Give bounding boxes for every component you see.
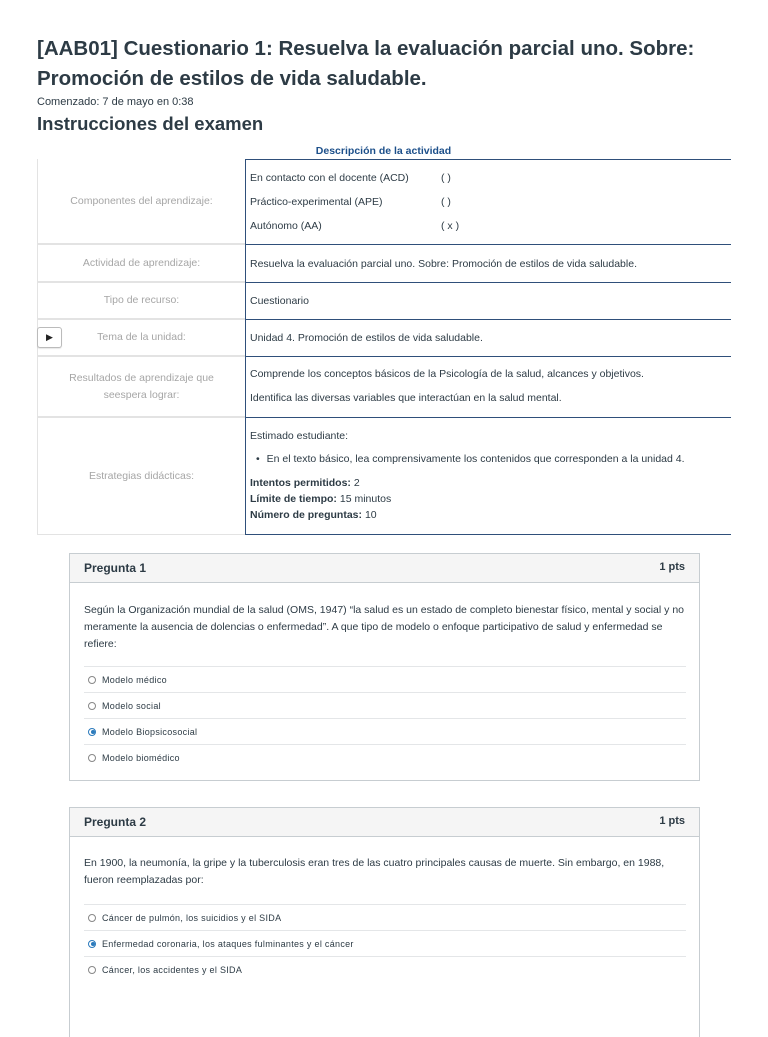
answer-list: [84, 666, 686, 770]
strategies-value: [245, 417, 731, 535]
components-label: Componentes del aprendizaje:: [37, 159, 245, 244]
bullet-dot: •: [256, 453, 260, 465]
radio-button[interactable]: [88, 702, 96, 710]
resource-row: [37, 282, 731, 319]
answer-option-selected[interactable]: [84, 930, 686, 956]
question-card-2: [69, 807, 700, 1037]
activity-value: Resuelva la evaluación parcial uno. Sobre: Promoción de estilos de vida saludable.: [245, 244, 731, 282]
answer-label: Cáncer de pulmón, los suicidios y el SIDA: [102, 912, 282, 923]
radio-button[interactable]: [88, 966, 96, 974]
component-acd: En contacto con el docente (ACD): [250, 172, 409, 184]
answer-option[interactable]: [84, 904, 686, 930]
component-aa-mark: ( x ): [441, 220, 460, 232]
time-limit-value: 15 minutos: [339, 493, 392, 505]
component-aa: Autónomo (AA): [250, 220, 322, 232]
unit-row: [37, 319, 731, 356]
answer-option[interactable]: [84, 666, 686, 692]
activity-label: Actividad de aprendizaje:: [37, 244, 245, 282]
answer-option[interactable]: [84, 956, 686, 982]
unit-label: Tema de la unidad:: [37, 319, 245, 356]
question-header: [70, 808, 699, 837]
unit-value: Unidad 4. Promoción de estilos de vida saludable.: [245, 319, 731, 356]
question-count-label: Número de preguntas:: [250, 509, 363, 521]
component-acd-mark: ( ): [441, 172, 451, 184]
instructions-heading: Instrucciones del examen: [37, 113, 264, 134]
radio-button-selected[interactable]: [88, 728, 96, 736]
time-limit-line: [250, 493, 391, 505]
attempts-label: Intentos permitidos:: [250, 477, 351, 489]
activity-description-title: Descripción de la actividad: [315, 145, 452, 157]
answer-label: Modelo social: [102, 700, 161, 711]
play-button[interactable]: [37, 327, 62, 348]
results-label: Resultados de aprendizaje que seespera lograr:: [37, 356, 245, 417]
question-text: En 1900, la neumonía, la gripe y la tuberculosis eran tres de las cuatro principales causas de muerte. Sin embargo, en 1988, fueron reemplazadas por:: [84, 857, 665, 886]
results-value: [245, 356, 731, 417]
resource-value: Cuestionario: [245, 282, 731, 319]
attempts-value: 2: [353, 477, 360, 489]
radio-button[interactable]: [88, 914, 96, 922]
answer-option[interactable]: [84, 692, 686, 718]
question-header: [70, 554, 699, 583]
strategies-row: [37, 417, 731, 535]
strategies-bullet-text: En el texto básico, lea comprensivamente los contenidos que corresponden a la unidad 4.: [266, 453, 685, 465]
strategies-bullet: [256, 453, 685, 465]
components-value: [245, 159, 731, 244]
activity-row: [37, 244, 731, 282]
question-count-line: [250, 509, 377, 521]
answer-label: Modelo Biopsicosocial: [102, 726, 198, 737]
question-points: 1 pts: [659, 815, 685, 827]
answer-label: Cáncer, los accidentes y el SIDA: [102, 964, 243, 975]
started-timestamp: Comenzado: 7 de mayo en 0:38: [37, 96, 194, 108]
answer-label: Modelo biomédico: [102, 752, 180, 763]
question-text: Según la Organización mundial de la salud (OMS, 1947) “la salud es un estado de completo bienestar físico, mental y social y no meramente la ausencia de dolencias o enfermedad”. A que tipo de modelo o enfoque participativo de salud y enfermedad se refiere:: [84, 604, 684, 650]
question-points: 1 pts: [659, 561, 685, 573]
question-card-1: [69, 553, 700, 781]
time-limit-label: Límite de tiempo:: [250, 493, 337, 505]
answer-list: [84, 904, 686, 982]
radio-button[interactable]: [88, 676, 96, 684]
resource-label: Tipo de recurso:: [37, 282, 245, 319]
answer-option-selected[interactable]: [84, 718, 686, 744]
radio-button-selected[interactable]: [88, 940, 96, 948]
question-count-value: 10: [364, 509, 377, 521]
strategies-label: Estrategias didácticas:: [37, 417, 245, 535]
play-icon: ▶: [46, 332, 53, 342]
strategies-greeting: Estimado estudiante:: [250, 430, 349, 442]
radio-button[interactable]: [88, 754, 96, 762]
quiz-title: [AAB01] Cuestionario 1: Resuelva la evaluación parcial uno. Sobre: Promoción de estilos de vida saludable.: [37, 37, 695, 90]
attempts-line: [250, 477, 360, 489]
component-ape: Práctico-experimental (APE): [250, 196, 383, 208]
question-name: Pregunta 1: [84, 561, 147, 575]
result-item: Comprende los conceptos básicos de la Psicología de la salud, alcances y objetivos.: [250, 368, 644, 380]
components-row: [37, 159, 731, 244]
results-row: [37, 356, 731, 417]
result-item: Identifica las diversas variables que interactúan en la salud mental.: [250, 392, 562, 404]
question-name: Pregunta 2: [84, 815, 147, 829]
answer-option[interactable]: [84, 744, 686, 770]
component-ape-mark: ( ): [441, 196, 451, 208]
answer-label: Modelo médico: [102, 674, 167, 685]
answer-label: Enfermedad coronaria, los ataques fulminantes y el cáncer: [102, 938, 354, 949]
